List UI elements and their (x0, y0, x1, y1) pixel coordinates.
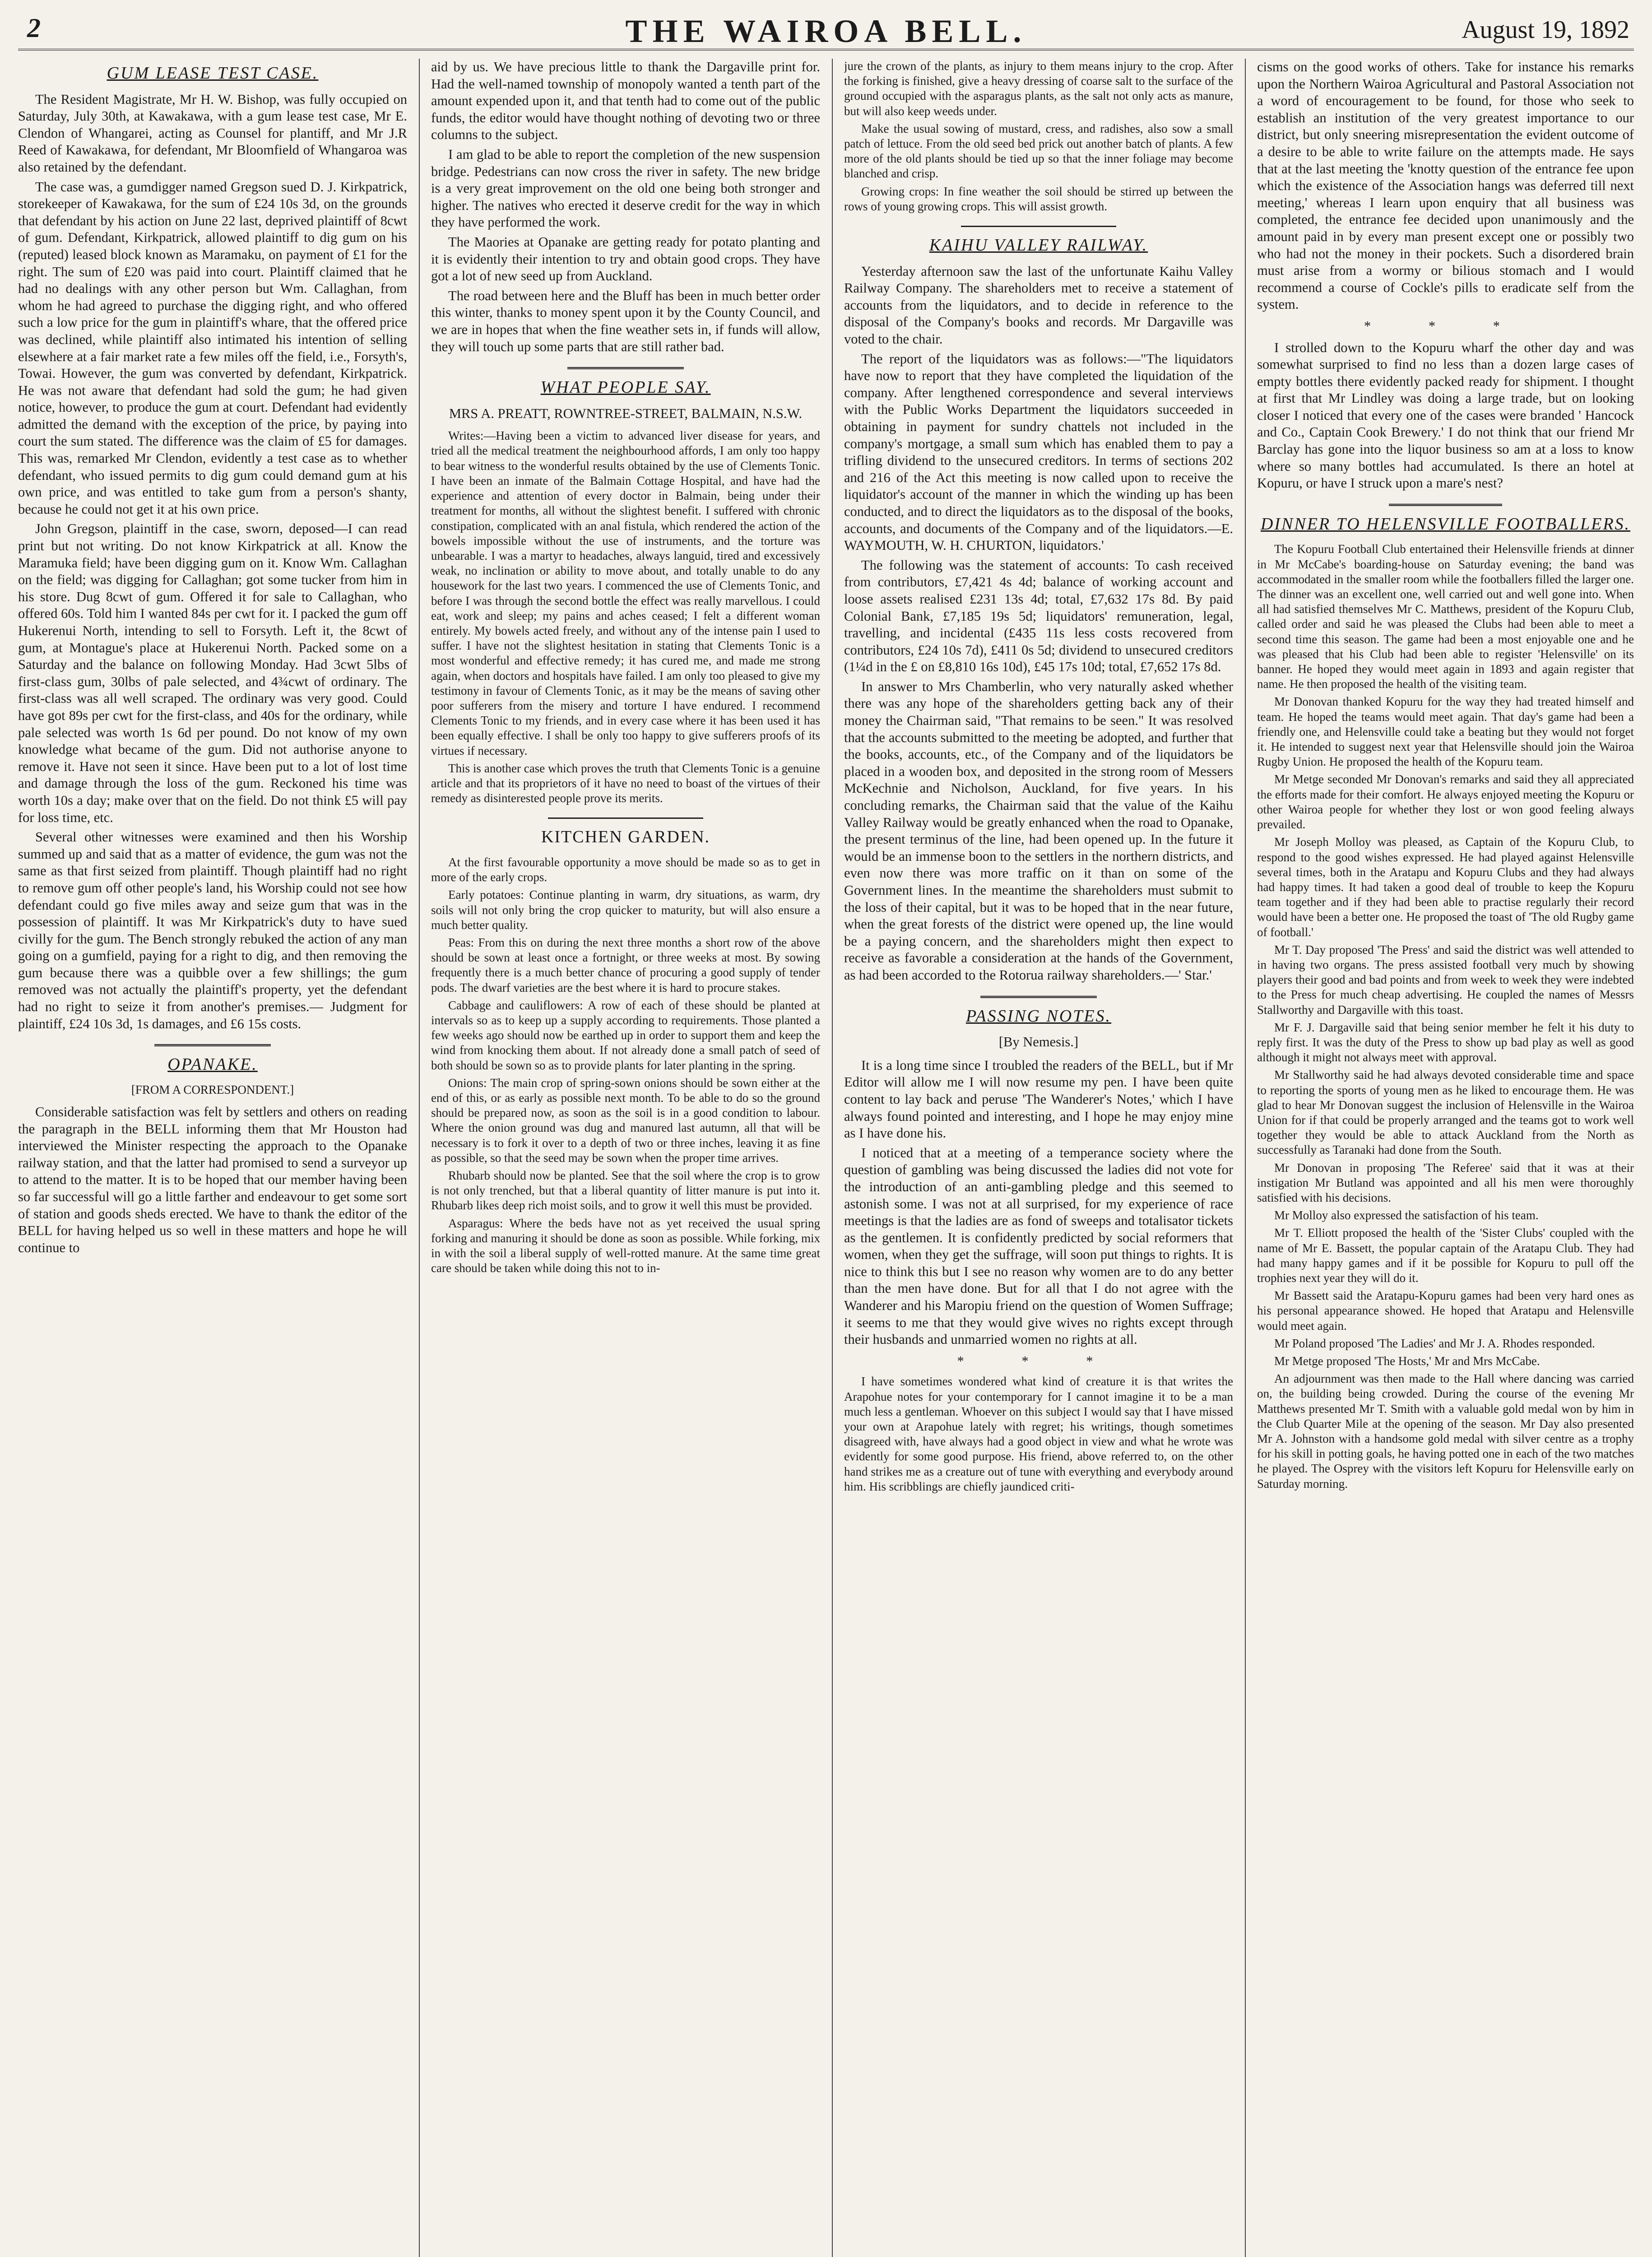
article-kaihu-valley-railway (844, 237, 1233, 984)
article-byline: [By Nemesis.] (998, 1034, 1079, 1050)
column-divider (1245, 59, 1246, 2257)
article-paragraph: The Kopuru Football Club entertained their Helensville friends at dinner in Mr McCabe's boarding-house on Saturday evening; the band was accommodated in the smaller room while the footballers filled the larger one. The dinner was an excellent one, well carried out and well gone into. When all had satisfied themselves Mr C. Matthews, president of the Kopuru Club, called order and said he was pleased the Clubs had been able to meet a second time this season. The game had been a most enjoyable one and he was pleased that his Club had been able to register 'Helensville' on its banner. He hoped they would meet again in 1893 and again register that name. He then proposed the health of the visiting team. (1257, 542, 1634, 691)
column-3 (844, 59, 1233, 2257)
article-paragraph: This is another case which proves the truth that Clements Tonic is a genuine article and that its proprietors of it have no need to boast of the virtues of their remedy as disinterested people prove its merits. (431, 761, 820, 805)
section-rule (567, 367, 684, 369)
article-paragraph: aid by us. We have precious little to thank the Dargaville print for. Had the well-named township of monopoly wanted a tenth part of the amount expended upon it, and that tenth had to come out of the public funds, the editor would have thought nothing of devoting two or three columns to the subject. (431, 59, 820, 143)
article-paragraph: The Maories at Opanake are getting ready for potato planting and it is evidently their intention to try and obtain good crops. They have got a lot of new seed up from Auckland. (431, 234, 820, 284)
article-paragraph: The following was the statement of accounts: To cash received from contributors, £7,421 4s 4d; balance of working account and loose assets realised £231 13s 4d; total, £7,632 17s 8d. By paid Colonial Bank, £7,185 19s 5d; liquidators' remuneration, legal, travelling, and incidental (£435 11s less costs recovered from contributors, £24 10s 7d), £411 0s 5d; dividend to unsecured creditors (1¼d in the £ on £8,810 16s 10d), £45 17s 10d; total, £7,652 17s 8d. (844, 557, 1233, 675)
article-paragraph: Rhubarb should now be planted. See that the soil where the crop is to grow is not only trenched, but that a liberal quantity of litter manure is put into it. Rhubarb likes deep rich moist soils, and to grow it well this must be provided. (431, 1169, 820, 1212)
article-paragraph: Mr Donovan in proposing 'The Referee' said that it was at their instigation Mr Butland was appointed and all his men were thoroughly satisfied with his decisions. (1257, 1161, 1634, 1204)
column-4 (1257, 59, 1634, 2257)
article-paragraph: It is a long time since I troubled the readers of the BELL, but if Mr Editor will allow me I will now resume my pen. I have been quite content to lay back and peruse 'The Wanderer's Notes,' which I have always found pointed and interesting, and I hope he may enjoy mine as I have done his. (844, 1057, 1233, 1141)
article-gum-lease (18, 65, 407, 1032)
article-passing-notes (844, 1008, 1233, 1495)
article-paragraph: Mr Poland proposed 'The Ladies' and Mr J. A. Rhodes responded. (1274, 1336, 1595, 1350)
article-paragraph: Several other witnesses were examined and then his Worship summed up and said that as a matter of evidence, the gum was not the same as that first seized from plaintiff. Though plaintiff had no right to remove gum off other people's land, his Worship could not see how defendant could go five miles away and seize gum that was in the possession of plaintiff. It was Mr Kirkpatrick's duty to have sued civilly for the gum. The Bench strongly rebuked the action of any man going on a gumfield, paying for a right to dig, and then removing the gum because there was a quibble over a few shillings; the gum removed was not actually the plaintiff's property, yet the defendant had no right to seize it from another's premises.— Judgment for plaintiff, £24 10s 3d, 1s damages, and £6 15s costs. (18, 829, 407, 1031)
article-paragraph: The road between here and the Bluff has been in much better order this winter, thanks to money spent upon it by the County Council, and we are in hopes that when the fine weather sets in, if funds will allow, they will touch up some parts that are still rather bad. (431, 288, 820, 354)
article-byline: [FROM A CORRESPONDENT.] (131, 1082, 294, 1096)
article-paragraph: Asparagus: Where the beds have not as yet received the usual spring forking and manuring it should be done as soon as possible. While forking, mix in with the soil a liberal supply of well-rotted manure. At the same time great care should be taken while doing this not to in- (431, 1216, 820, 1275)
article-paragraph: Mr Donovan thanked Kopuru for the way they had treated himself and team. He hoped the teams would meet again. That day's game had been a friendly one, and Helensville could take a beating but they would not forget it. He intended to suggest next year that Helensville should join the Wairoa Rugby Union. He proposed the health of the Kopuru team. (1257, 695, 1634, 769)
article-paragraph: Mr T. Elliott proposed the health of the 'Sister Clubs' coupled with the name of Mr E. Bassett, the popular captain of the Aratapu Club. They had had many happy games and if it be possible for Kopuru to pull off the trophies next year they will do it. (1257, 1226, 1634, 1285)
section-break-stars: * * * (957, 1353, 1120, 1369)
section-rule (980, 996, 1097, 998)
article-paragraph: Onions: The main crop of spring-sown onions should be sown either at the end of this, or as early as possible next month. To be able to do so the ground should be prepared now, as soon as the soil is in a good condition to labour. Where the onion ground was dug and manured last autumn, all that will be necessary is to fork it over to a depth of two or three inches, leaving it as fine as possible, so that the seed may be sown when the proper time arrives. (431, 1076, 820, 1165)
article-paragraph: Writes:—Having been a victim to advanced liver disease for years, and tried all the medical treatment the neighbourhood affords, I am only too happy to bear witness to the wonderful results obtained by the use of Clements Tonic. I have been an inmate of the Balmain Cottage Hospital, and have had the experience and attention of every doctor in Balmain, being under their treatment for months, all without the slightest benefit. I suffered with chronic constipation, complicated with an anal fistula, which rendered the action of the bowels impossible without the use of instruments, and the torture was unbearable. I was a martyr to headaches, always languid, tired and excessively weak, no inclination or ability to move about, and totally unable to do any housework for the last two years. I commenced the use of Clements Tonic, and before I was through the second bottle the effect was really marvellous. I could eat, work and sleep; my pains and aches ceased; I felt a different woman entirely. My bowels acted freely, and without any of the intense pain I used to suffer. I have not the slightest hesitation in stating that Clements Tonic is a most wonderful and effective remedy; it has cured me, and made me strong again, when doctors and hospitals have failed. I am only too pleased to give my testimony in favour of Clements Tonic, as it may be the means of saving other poor sufferers from the misery and torture I have endured. I recommend Clements Tonic to my friends, and in every case where it has been used it has been equally effective. I shall be only too happy to give sufferers proofs of its virtues if necessary. (431, 429, 820, 757)
column-1 (18, 59, 407, 2257)
article-paragraph: Mr Molloy also expressed the satisfaction of his team. (1274, 1208, 1539, 1222)
section-rule (961, 226, 1117, 227)
article-headline: GUM LEASE TEST CASE. (107, 64, 319, 83)
article-headline: KITCHEN GARDEN. (541, 827, 710, 847)
article-paragraph: The report of the liquidators was as follows:—"The liquidators have now to report that they have completed the liquidation of the company. After lengthened correspondence and several interviews with the Public Works Department the liquidators succeeded in obtaining in payment for sundry chattels not included in the company's mortgage, a small sum which has enabled them to pay a trifling dividend to the unsecured creditors. In terms of sections 202 and 216 of the Act this meeting is now called upon to receive the liquidator's account of the manner in which the winding up has been conducted, and to direct the liquidators as to the disposal of the books, accounts, and documents of the Company and of the liquidators.—E. WAYMOUTH, W. H. CHURTON, liquidators.' (844, 351, 1233, 553)
article-paragraph: Make the usual sowing of mustard, cress, and radishes, also sow a small patch of lettuce. From the old seed bed prick out another batch of plants. A few more of the old plants should be tied up so that the inner foliage may become blanched and crisp. (844, 121, 1233, 181)
masthead (18, 13, 1634, 51)
article-paragraph: Mr T. Day proposed 'The Press' and said the district was well attended to in having two organs. The press assisted football very much by showing players their good and bad points and from week to week they were indebted to the Press for much cheap advertising. He coupled the names of Messrs Stallworthy and Dargaville with this toast. (1257, 943, 1634, 1017)
article-paragraph: I strolled down to the Kopuru wharf the other day and was somewhat surprised to find no less than a dozen large cases of empty bottles there evidently packed ready for shipment. I thought at first that Mr Lindley was doing a large trade, but on looking closer I noticed that every one of the cases were branded ' Hancock and Co., Captain Cook Brewery.' I do not think that our friend Mr Barclay has gone into the liquor business so am at a loss to know where so many bottles had accumulated. Is there an hotel at Kopuru, or have I struck upon a mare's nest? (1257, 339, 1634, 491)
article-passing-notes-continued (1257, 59, 1634, 492)
article-paragraph: Mr Metge seconded Mr Donovan's remarks and said they all appreciated the efforts made for their comfort. He always enjoyed meeting the Kopuru or other Wairoa people for whether they lost or won good feeling always prevailed. (1257, 772, 1634, 831)
page-columns (18, 59, 1634, 2257)
article-headline: KAIHU VALLEY RAILWAY. (929, 236, 1148, 255)
article-paragraph: Early potatoes: Continue planting in warm, dry situations, as warm, dry soils will not only bring the crop quicker to maturity, but will also ensure a much better quality. (431, 888, 820, 932)
article-paragraph: At the first favourable opportunity a move should be made so as to get in more of the early crops. (431, 855, 820, 884)
article-headline: PASSING NOTES. (965, 1006, 1112, 1026)
issue-date: August 19, 1892 (1462, 16, 1629, 44)
article-opanake (18, 1056, 407, 1256)
article-paragraph: Mr Metge proposed 'The Hosts,' Mr and Mrs McCabe. (1274, 1354, 1540, 1368)
article-paragraph: Peas: From this on during the next three months a short row of the above should be sown at least once a fortnight, or three weeks at most. By sowing frequently there is a much better chance of procuring a good supply of tender pods. The dwarf varieties are the best where it is hard to procure stakes. (431, 935, 820, 994)
article-paragraph: I am glad to be able to report the completion of the new suspension bridge. Pedestrians can now cross the river in safety. The new bridge is a very great improvement on the old one being both stronger and higher. The natives who erected it deserve credit for the way in which they have performed the work. (431, 146, 820, 230)
section-rule (154, 1044, 271, 1046)
article-paragraph: Growing crops: In fine weather the soil should be stirred up between the rows of young growing crops. This will assist growth. (844, 184, 1233, 213)
newspaper-title: THE WAIROA BELL. (625, 13, 1027, 49)
article-paragraph: Mr Joseph Molloy was pleased, as Captain of the Kopuru Club, to respond to the good wishes expressed. He had played against Helensville several times, both in the Aratapu and Kopuru Clubs and they had always had happy times. It had taken a good deal of trouble to keep the Kopuru team together and if they had been able to practise regularly their record would have been a better one. He proposed the toast of 'The old Rugby game of football.' (1257, 835, 1634, 939)
section-rule (1389, 504, 1502, 506)
article-paragraph: cisms on the good works of others. Take for instance his remarks upon the Northern Wairoa Agricultural and Pastoral Association not a word of encouragement to be found, for those who seek to establish an institution of the very greatest importance to our district, but only sneering misrepresentation the evident outcome of a desire to be able to write failure on the attempts made. He says that at the last meeting the 'knotty question of the entrance fee upon which the existence of the Association hangs was deferred till next meeting,' whereas I learn upon enquiry that all business was completed, the entrance fee decided upon unanimously and the amount paid in by every man present except one or possibly two who had not the money in their pockets. Such a disordered brain must arise from a wormy or bilious stomach and I would recommend a course of Cockle's pills to eradicate self from the system. (1257, 59, 1634, 312)
section-rule (548, 817, 704, 819)
article-paragraph: An adjournment was then made to the Hall where dancing was carried on, the building being crowded. During the course of the evening Mr Matthews presented Mr T. Smith with a valuable gold medal won by him in the Club Quarter Mile at the opening of the season. Mr Day also presented Mr A. Johnston with a handsome gold medal with silver centre as a trophy for his skill in potting goals, he having potted one in each of the two matches he played. The Osprey with the visitors left Kopuru for Helensville early on Saturday morning. (1257, 1372, 1634, 1491)
column-divider (419, 59, 420, 2257)
section-break-stars: * * * (1364, 318, 1527, 334)
page-number: 2 (27, 13, 41, 43)
article-paragraph: I have sometimes wondered what kind of creature it is that writes the Arapohue notes for your contemporary for I cannot imagine it to be a man much less a gentleman. Whoever on this subject I would say that I have missed your own at Arapohue lately with regret; his writings, though sometimes disagreed with, have always had a good object in view and what he wrote was evidently for some good purpose. His friend, above referred to, on the other hand strikes me as a creature out of tune with everything and everybody around him. His scribblings are chiefly jaundiced criti- (844, 1375, 1233, 1493)
article-paragraph: John Gregson, plaintiff in the case, sworn, deposed—I can read print but not writing. Do not know Kirkpatrick at all. Know the Maramuka field; have been digging gum on it. Know Wm. Callaghan on the field; was digging for Callaghan; got some tucker from him in his store. Dug 8cwt of gum. Offered it for sale to Callaghan, who offered 60s. Told him I wanted 84s per cwt for it. I packed the gum off Hukerenui North, intending to sell to Forsyth. Left it, the 8cwt of gum, at Montague's place at Hukerenui North. Packed some on a Saturday and the balance on following Monday. Had 3cwt 5lbs of first-class gum, 30lbs of pale selected, and 4¾cwt of ordinary. The first-class was all well scraped. The ordinary was very good. Could have got 89s per cwt for the first-class, and 40s for the ordinary, while pale selected was worth 1s 6d per pound. Do not know of my own knowledge what became of the gum. Did not authorise anyone to remove it. Have not seen it since. Have been put to a lot of lost time and damage through the loss of the gum. Reckoned his time was worth 10s a day; make over that on the field. Do not think £5 will pay for loss time, etc. (18, 521, 407, 825)
article-paragraph: In answer to Mrs Chamberlin, who very naturally asked whether there was any hope of the shareholders getting back any of their money the Chairman said, "That remains to be seen." It was resolved that the accounts submitted to the meeting be adopted, and further that the books, accounts, etc., of the Company and of the liquidators be placed in a wooden box, and deposited in the strong room of Messers McKechnie and Nicholson, Auckland, for five years. In his concluding remarks, the Chairman said that the value of the Kaihu Valley Railway would be greatly enhanced when the road to Opanake, the present terminus of the line, had been opened up. In the future it would be an immense boon to the settlers in the northern districts, and even now there was more traffic on it than on some of the Government lines. In the meantime the shareholders must submit to the loss of their capital, but it was to be hoped that in the near future, when the great forests of the district were opened up, the line would be a paying concern, and the shareholders might then expect to receive as favorable a consideration at the hands of the Government, as had been accorded to the Rotorua railway shareholders.—' Star.' (844, 678, 1233, 983)
article-headline: OPANAKE. (167, 1055, 258, 1074)
article-opanake-continued (431, 59, 820, 355)
article-paragraph: Mr Stallworthy said he had always devoted considerable time and space to reporting the sports of young men as he liked to encourage them. He was glad to hear Mr Donovan suggest the inclusion of Helensville in the Wairoa Union for if that could be properly arranged and the teams got to work well together they would be able to attack Auckland from the North as successfully as Taranaki had done from the South. (1257, 1068, 1634, 1157)
article-kitchen-garden (431, 829, 820, 1276)
article-paragraph: The Resident Magistrate, Mr H. W. Bishop, was fully occupied on Saturday, July 30th, at Kawakawa, with a gum lease test case, Mr E. Clendon of Whangarei, acting as Counsel for plantiff, and Mr J.R Reed of Kawakawa, for defendant, Mr Bloomfield of Whangaroa was also retained by the defendant. (18, 91, 407, 175)
article-paragraph: The case was, a gumdigger named Gregson sued D. J. Kirkpatrick, storekeeper of Kawakawa, for the sum of £24 10s 3d, on the grounds that defendant by his action on June 22 last, deprived plaintiff of 8cwt of gum. Defendant, Kirkpatrick, allowed plaintiff to dig gum on his (reputed) leased block known as Maramaku, on payment of £1 for the right. The sum of £20 was paid into court. Plaintiff claimed that he had no dealings with any other person but Wm. Callaghan, from whom he had agreed to purchase the digging right, and who offered such a low price for the gum in plaintiff's whare, that the offered price was declined, while plaintiff also intimated his intention of selling elsewhere at a fair market rate a few miles off the field, i.e., Forsyth's, Towai. However, the gum was converted by defendant, Kirkpatrick. He was not aware that defendant had sold the gum; he had given notice, however, to produce the gum at court. Defendant had evidently admitted the demand with the exception of the price, by paying into court the sum stated. The difference was the claim of £5 for damages. This was, remarked Mr Clendon, evidently a test case as to whether defendant, who issued permits to dig gum could demand gum at his own price, and was entitled to take gum from a person's shanty, because he could not get it at his own price. (18, 179, 407, 517)
article-subheading: MRS A. PREATT, ROWNTREE-STREET, BALMAIN, N.S.W. (449, 405, 803, 421)
column-2 (431, 59, 820, 2257)
column-divider (832, 59, 833, 2257)
article-paragraph: Yesterday afternoon saw the last of the unfortunate Kaihu Valley Railway Company. The shareholders met to receive a statement of accounts from the liquidators, and to decide in reference to the disposal of the Company's books and records. Mr Dargaville was voted to the chair. (844, 263, 1233, 347)
article-headline: WHAT PEOPLE SAY. (540, 378, 711, 397)
article-paragraph: Mr F. J. Dargaville said that being senior member he felt it his duty to reply first. It was the duty of the Press to show up bad play as well as good although it might not always meet with approval. (1257, 1020, 1634, 1064)
article-headline: DINNER TO HELENSVILLE FOOTBALLERS. (1260, 514, 1631, 534)
article-paragraph: jure the crown of the plants, as injury to them means injury to the crop. After the forking is finished, give a heavy dressing of coarse salt to the surface of the ground occupied with the asparagus plants, as the salt not only acts as manure, but will also keep weeds under. (844, 59, 1233, 118)
article-dinner-footballers (1257, 516, 1634, 1491)
article-paragraph: I noticed that at a meeting of a temperance society where the question of gambling was being discussed the ladies did not vote for the introduction of an anti-gambling pledge and this seemed to astonish some. I was not at all surprised, for my experience of race meetings is that the ladies are as fond of sweeps and totalisator tickets as the gentlemen. It is confidently predicted by social reformers that women, when they get the suffrage, will soon put things to rights. It is nice to think this but I see no reason why women are to do any better than the men have done. But for all that I do not agree with the Wanderer and his Maropiu friend on the question of Women Suffrage; it seems to me that they would give wives no rights except through their husbands and unmarried women no rights at all. (844, 1145, 1233, 1347)
article-paragraph: Mr Bassett said the Aratapu-Kopuru games had been very hard ones as his personal appearance showed. He hoped that Aratapu and Helensville would meet again. (1257, 1289, 1634, 1333)
article-paragraph: Cabbage and cauliflowers: A row of each of these should be planted at intervals so as to keep up a supply according to requirements. Those planted a few weeks ago should now be earthed up in order to support them and keep the wind from knocking them about. If not already done a small patch of seed of both should be sown so as to provide plants for later planting in the spring. (431, 998, 820, 1072)
article-paragraph: Considerable satisfaction was felt by settlers and others on reading the paragraph in the BELL informing them that Mr Houston had interviewed the Minister respecting the approach to the Opanake railway station, and that the latter had promised to send a surveyor up to attend to the matter. It is to be hoped that our member having been so far successful will go a little farther and endeavour to get some sort of station and goods sheds erected. We have to thank the editor of the BELL for having helped us so well in these matters and hope he will continue to (18, 1104, 407, 1255)
article-kitchen-garden-continued (844, 59, 1233, 214)
article-what-people-say (431, 379, 820, 806)
